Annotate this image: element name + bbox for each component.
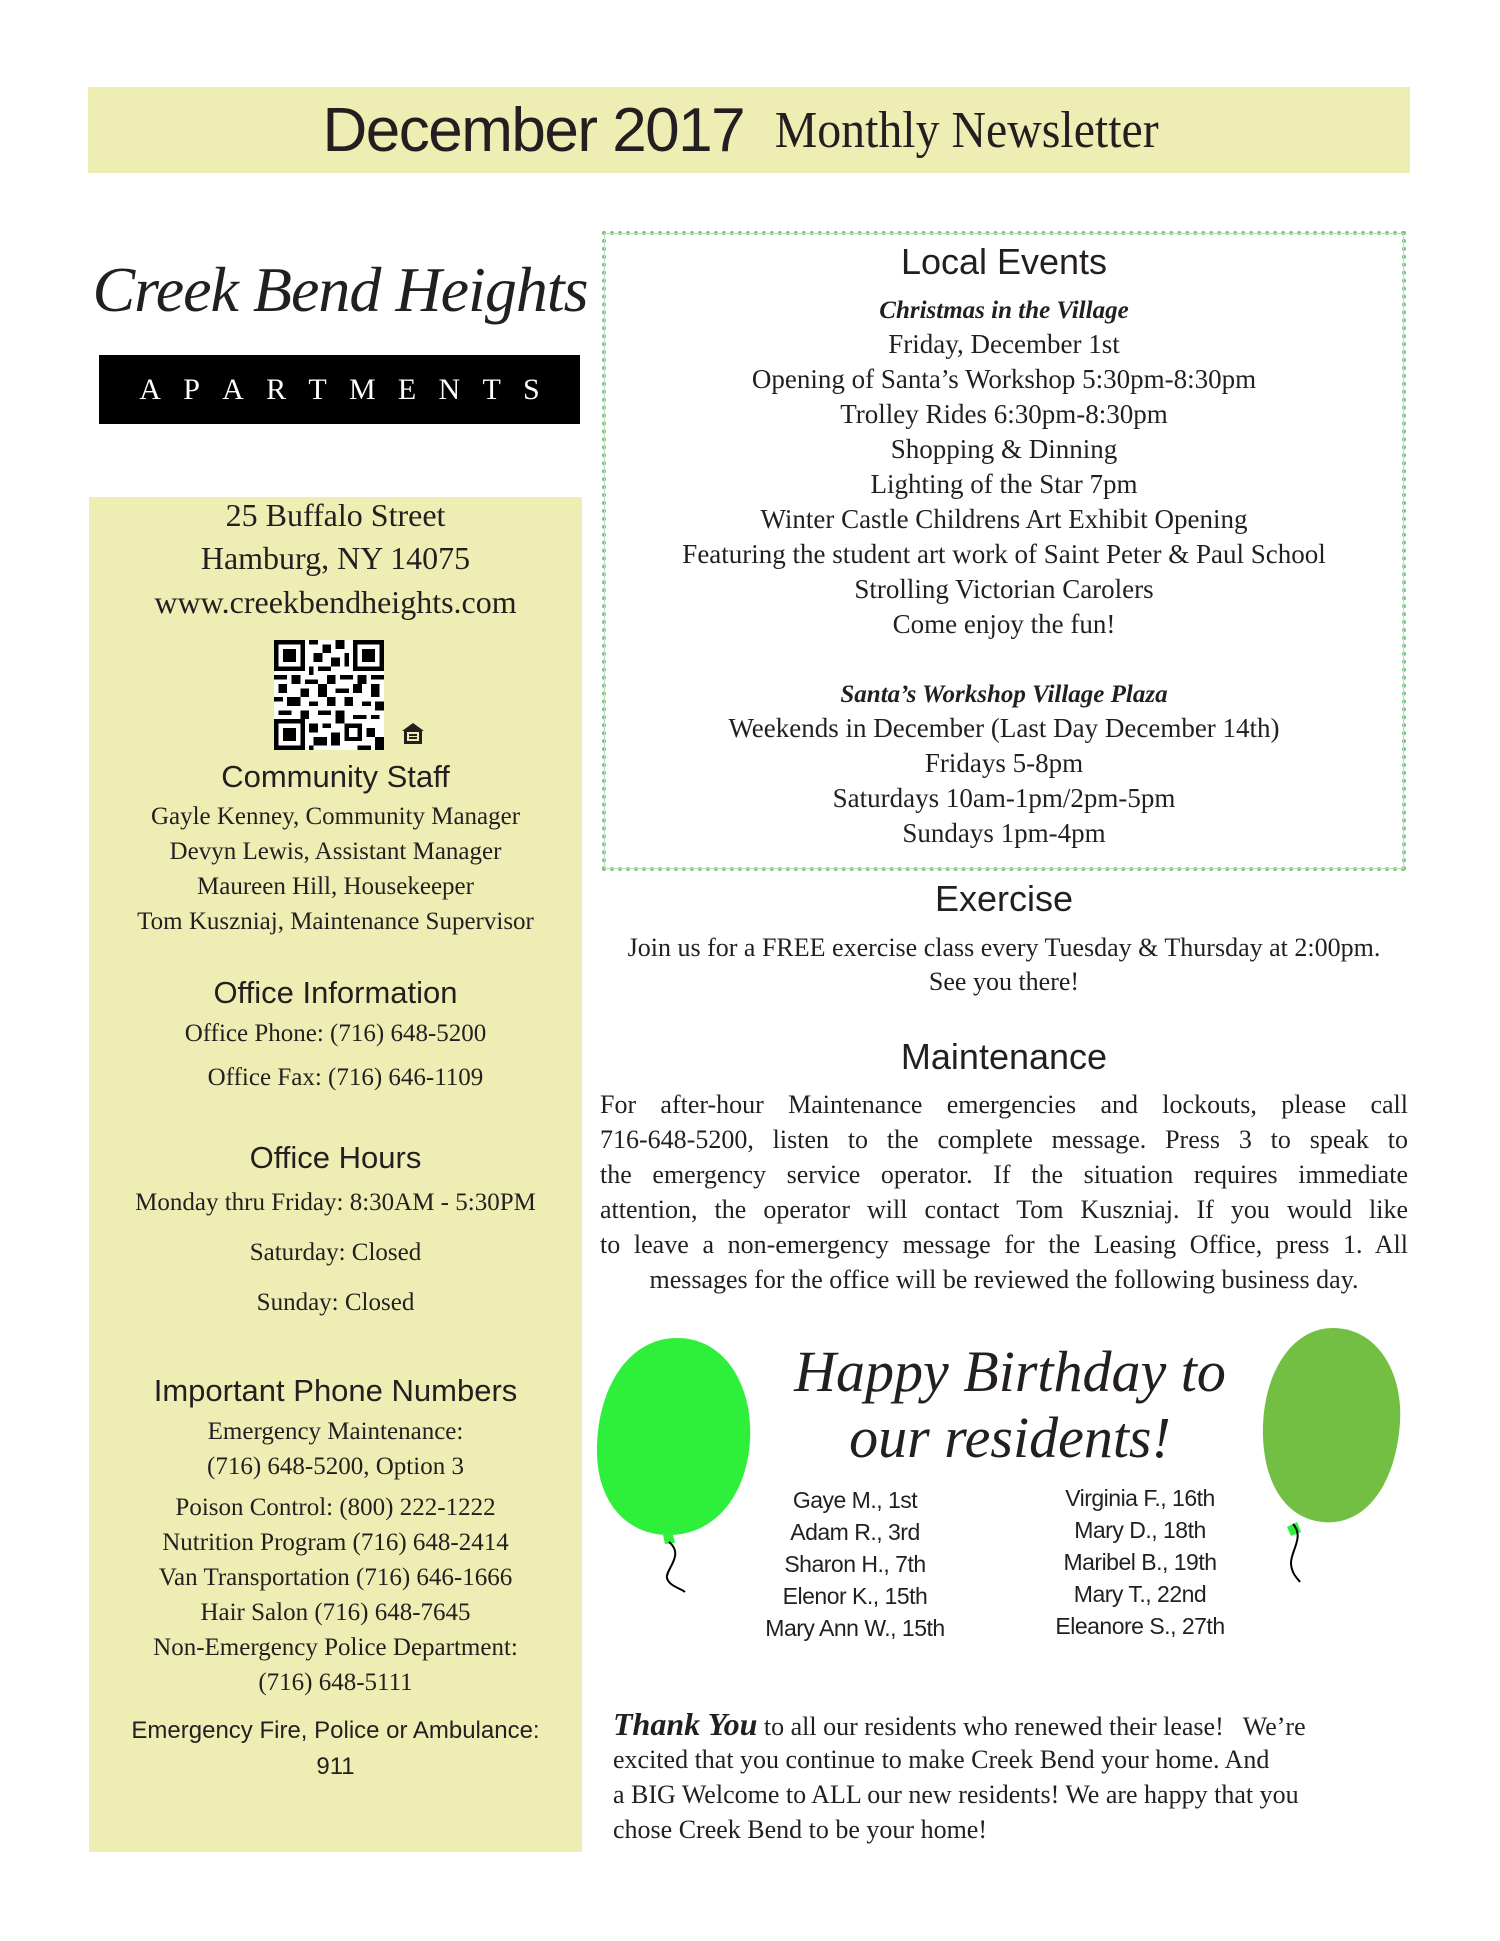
local-events-heading: Local Events: [900, 241, 1108, 282]
logo-script-name: Creek Bend Heights: [92, 254, 588, 325]
staff-member: Tom Kuszniaj, Maintenance Supervisor: [137, 908, 534, 935]
phone-line: Hair Salon (716) 648-7645: [200, 1599, 471, 1626]
office-phone: Office Phone: (716) 648-5200: [184, 1020, 487, 1047]
birthday-entry: Adam R., 3rd: [790, 1519, 920, 1545]
maintenance-text: messages for the office will be reviewed the following business day.: [649, 1265, 1359, 1294]
event-detail: Friday, December 1st: [888, 329, 1120, 359]
event-title: Christmas in the Village: [879, 297, 1129, 324]
office-information-heading: Office Information: [213, 975, 458, 1010]
phone-line: (716) 648-5200, Option 3: [207, 1453, 464, 1480]
header-title-main: December 2017: [322, 95, 745, 165]
community-staff-heading: Community Staff: [221, 759, 450, 794]
thank-you-lead: Thank You: [613, 1706, 758, 1742]
logo-letter: E: [397, 372, 417, 406]
birthday-entry: Mary D., 18th: [1074, 1517, 1206, 1543]
qr-code-icon[interactable]: [274, 640, 384, 750]
logo-letter: A: [222, 372, 244, 406]
maintenance-heading: Maintenance: [900, 1036, 1108, 1077]
emergency-number: 911: [316, 1753, 355, 1780]
logo-letter: A: [139, 372, 161, 406]
exercise-text: See you there!: [928, 967, 1080, 996]
logo-letter: N: [438, 372, 461, 406]
logo-letter: S: [523, 372, 540, 406]
phone-line: Non-Emergency Police Department:: [153, 1634, 518, 1661]
maintenance-text: attention, the operator will contact Tom Kuszniaj. If you would like: [600, 1195, 1408, 1224]
event-detail: Sundays 1pm-4pm: [902, 818, 1106, 848]
emergency-label: Emergency Fire, Police or Ambulance:: [131, 1717, 540, 1744]
birthday-entry: Eleanore S., 27th: [1055, 1613, 1225, 1639]
birthday-title: Happy Birthday to: [794, 1339, 1226, 1404]
office-hours-saturday: Saturday: Closed: [249, 1239, 422, 1266]
phone-line: Poison Control: (800) 222-1222: [175, 1494, 496, 1521]
event-detail: Shopping & Dinning: [890, 434, 1118, 464]
thank-you-line: excited that you continue to make Creek Bend your home. And: [613, 1745, 1270, 1774]
website-link[interactable]: www.creekbendheights.com: [154, 584, 517, 620]
phone-line: Emergency Maintenance:: [207, 1418, 464, 1445]
exercise-text: Join us for a FREE exercise class every Tuesday & Thursday at 2:00pm.: [627, 933, 1381, 962]
staff-member: Maureen Hill, Housekeeper: [197, 873, 474, 900]
newsletter-header: [88, 87, 1410, 173]
logo-letter: M: [348, 372, 376, 406]
phone-line: Nutrition Program (716) 648-2414: [162, 1529, 509, 1556]
address-street: 25 Buffalo Street: [225, 497, 446, 533]
event-detail: Lighting of the Star 7pm: [870, 469, 1138, 499]
logo-letter: P: [183, 372, 200, 406]
address-city: Hamburg, NY 14075: [200, 540, 471, 576]
event-detail: Winter Castle Childrens Art Exhibit Opening: [760, 504, 1248, 534]
logo-apartments-bar: [99, 355, 580, 424]
exercise-heading: Exercise: [934, 878, 1074, 919]
thank-you-text: [613, 1706, 1395, 1743]
event-detail: Fridays 5-8pm: [924, 748, 1084, 778]
thank-you-line: to all our residents who renewed their lease! We’re: [757, 1712, 1306, 1741]
event-detail: Saturdays 10am-1pm/2pm-5pm: [832, 783, 1176, 813]
thank-you-line: chose Creek Bend to be your home!: [613, 1815, 988, 1844]
event-detail: Featuring the student art work of Saint Peter & Paul School: [682, 539, 1326, 569]
phone-line: Van Transportation (716) 646-1666: [158, 1564, 513, 1591]
staff-member: Devyn Lewis, Assistant Manager: [169, 838, 502, 865]
birthday-title: our residents!: [849, 1405, 1171, 1470]
birthday-entry: Maribel B., 19th: [1063, 1549, 1217, 1575]
birthday-entry: Mary Ann W., 15th: [765, 1615, 945, 1641]
logo-letter: R: [266, 372, 287, 406]
equal-housing-icon: [400, 721, 426, 747]
event-detail: Trolley Rides 6:30pm-8:30pm: [840, 399, 1168, 429]
birthday-entry: Gaye M., 1st: [792, 1487, 918, 1513]
logo-letter: T: [308, 372, 327, 406]
phone-line: (716) 648-5111: [258, 1669, 413, 1696]
maintenance-text: the emergency service operator. If the situation requires immediate: [600, 1160, 1408, 1189]
header-title-sub: Monthly Newsletter: [774, 101, 1159, 159]
office-hours-sunday: Sunday: Closed: [256, 1289, 415, 1316]
event-detail: Weekends in December (Last Day December 14th): [728, 713, 1280, 743]
office-hours-weekdays: Monday thru Friday: 8:30AM - 5:30PM: [135, 1189, 536, 1216]
birthday-entry: Virginia F., 16th: [1065, 1485, 1215, 1511]
phone-numbers-heading: Important Phone Numbers: [153, 1373, 518, 1408]
logo-letter: T: [482, 372, 501, 406]
birthday-entry: Mary T., 22nd: [1073, 1581, 1207, 1607]
local-events-box: [602, 231, 1406, 871]
birthday-entry: Sharon H., 7th: [784, 1551, 926, 1577]
event-detail: Opening of Santa’s Workshop 5:30pm-8:30pm: [751, 364, 1257, 394]
maintenance-text: For after-hour Maintenance emergencies and lockouts, please call: [600, 1090, 1408, 1119]
office-fax: Office Fax: (716) 646-1109: [207, 1064, 484, 1091]
event-detail: Come enjoy the fun!: [892, 609, 1116, 639]
event-title: Santa’s Workshop Village Plaza: [840, 681, 1168, 708]
maintenance-text: to leave a non-emergency message for the Leasing Office, press 1. All: [600, 1230, 1408, 1259]
birthday-entry: Elenor K., 15th: [782, 1583, 928, 1609]
event-detail: Strolling Victorian Carolers: [854, 574, 1154, 604]
thank-you-line: a BIG Welcome to ALL our new residents! We are happy that you: [613, 1780, 1299, 1809]
maintenance-text: 716-648-5200, listen to the complete message. Press 3 to speak to: [600, 1125, 1408, 1154]
staff-member: Gayle Kenney, Community Manager: [150, 803, 521, 830]
office-hours-heading: Office Hours: [249, 1140, 422, 1175]
sidebar-info-panel: [89, 497, 582, 1852]
